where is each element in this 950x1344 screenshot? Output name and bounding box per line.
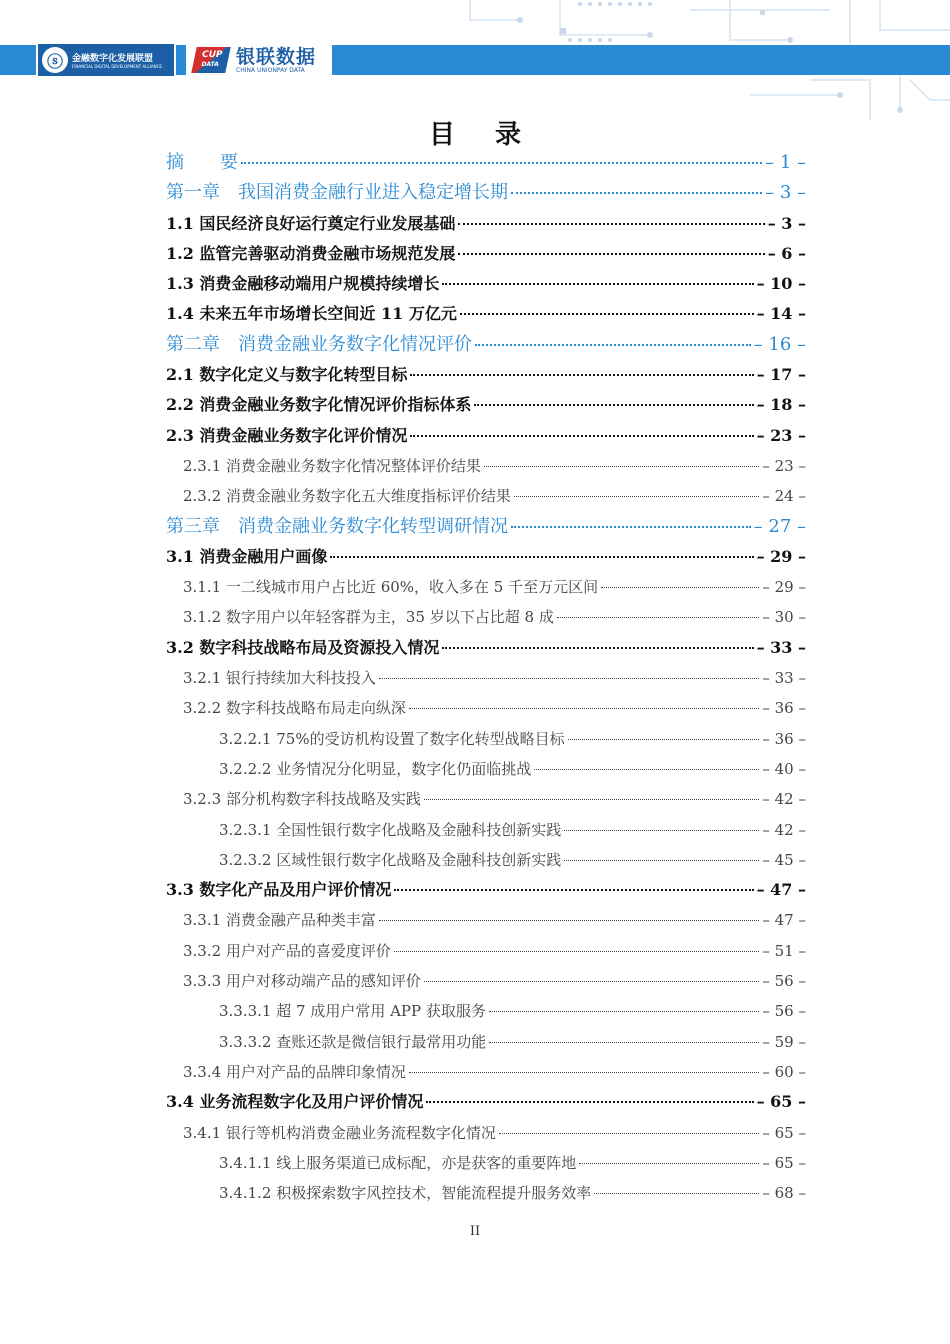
toc-entry-page: – 29 – [762,578,806,597]
toc-entry[interactable] [166,724,806,754]
toc-entry[interactable] [166,542,806,572]
toc-entry[interactable] [166,875,806,905]
toc-leader-dots [410,435,753,437]
toc-entry[interactable] [166,269,806,299]
toc-leader-dots [564,830,759,831]
toc-entry-page: – 23 – [762,456,806,475]
toc-entry-label: 3.3.3.2 查账还款是微信银行最常用功能 [219,1032,487,1051]
toc-leader-dots [514,496,759,497]
toc-entry-label: 1.2 监管完善驱动消费金融市场规范发展 [166,243,456,263]
toc-entry-page: – 42 – [762,820,806,839]
toc-entry[interactable] [166,481,806,511]
toc-entry[interactable] [166,1087,806,1117]
toc-entry-label: 3.2.3.2 区域性银行数字化战略及金融科技创新实践 [219,850,562,869]
toc-entry-label: 3.2 数字科技战略布局及资源投入情况 [166,637,440,657]
toc-entry-page: – 16 – [753,333,806,355]
toc-entry-label: 第二章 消费金融业务数字化情况评价 [166,333,472,355]
toc-entry[interactable] [166,784,806,814]
toc-entry-page: – 60 – [762,1062,806,1081]
toc-entry-page: – 42 – [762,790,806,809]
toc-entry-label: 2.3 消费金融业务数字化评价情况 [166,425,408,445]
toc-entry-label: 3.2.3.1 全国性银行数字化战略及金融科技创新实践 [219,820,562,839]
toc-entry-page: – 65 – [762,1153,806,1172]
toc-entry[interactable] [166,845,806,875]
toc-leader-dots [489,1011,759,1012]
toc-entry-label: 1.3 消费金融移动端用户规模持续增长 [166,274,440,294]
toc-leader-dots [379,678,759,679]
toc-entry-label: 3.2.2 数字科技战略布局走向纵深 [183,699,406,718]
toc-entry[interactable] [166,239,806,269]
toc-entry[interactable] [166,209,806,239]
toc-leader-dots [601,587,759,588]
toc-entry-label: 3.3 数字化产品及用户评价情况 [166,880,392,900]
toc-entry[interactable] [166,996,806,1026]
toc-entry[interactable] [166,905,806,935]
toc-entry-page: – 56 – [762,972,806,991]
toc-leader-dots [241,162,762,164]
toc-entry[interactable] [166,178,806,208]
toc-leader-dots [475,344,751,346]
toc-entry-label: 3.3.3.1 超 7 成用户常用 APP 获取服务 [219,1002,486,1021]
toc-entry-label: 3.2.1 银行持续加大科技投入 [183,669,376,688]
page-header [0,0,950,120]
toc-leader-dots [557,617,760,618]
toc-leader-dots [511,526,751,528]
toc-entry[interactable] [166,663,806,693]
cup-mark-bottom: DATA [200,61,220,68]
toc-leader-dots [511,192,762,194]
toc-entry-label: 摘 要 [166,152,238,173]
toc-entry[interactable] [166,299,806,329]
toc-entry-label: 3.1 消费金融用户画像 [166,546,328,566]
toc-entry-label: 3.1.1 一二线城市用户占比近 60%，收入多在 5 千至万元区间 [183,578,599,597]
toc-entry-label: 3.4 业务流程数字化及用户评价情况 [166,1092,424,1112]
toc-entry-page: – 24 – [762,487,806,506]
toc-entry[interactable] [166,1118,806,1148]
toc-leader-dots [568,739,760,740]
toc-entry-page: – 23 – [756,425,806,445]
alliance-name-en: FINANCIAL DIGITAL DEVELOPMENT ALLIANCE [72,64,162,69]
toc-entry-page: – 36 – [762,729,806,748]
toc-entry-label: 3.1.2 数字用户以年轻客群为主，35 岁以下占比超 8 成 [183,608,554,627]
toc-entry-label: 3.3.4 用户对产品的品牌印象情况 [183,1062,406,1081]
toc-entry-page: – 47 – [756,880,806,900]
toc-entry-page: – 3 – [767,213,806,233]
toc-entry-page: – 40 – [762,759,806,778]
toc-entry-label: 3.4.1 银行等机构消费金融业务流程数字化情况 [183,1123,496,1142]
toc-leader-dots [424,981,759,982]
toc-leader-dots [474,404,753,406]
toc-entry[interactable] [166,1057,806,1087]
toc-entry-page: – 33 – [762,669,806,688]
alliance-logo [36,42,176,78]
toc-entry-page: – 17 – [756,365,806,385]
toc-entry-page: – 1 – [765,152,806,173]
cup-data-name-en: CHINA UNIONPAY DATA [236,66,305,74]
toc-leader-dots [489,1042,759,1043]
toc-entry[interactable] [166,693,806,723]
toc-entry-label: 2.2 消费金融业务数字化情况评价指标体系 [166,395,472,415]
toc-leader-dots [564,860,759,861]
toc-entry-label: 第一章 我国消费金融行业进入稳定增长期 [166,182,508,204]
toc-entry[interactable] [166,1027,806,1057]
toc-entry-page: – 3 – [765,182,806,204]
toc-entry[interactable] [166,148,806,178]
toc-entry-page: – 10 – [756,274,806,294]
toc-entry[interactable] [166,633,806,663]
toc-leader-dots [409,1072,759,1073]
table-of-contents [166,148,806,1208]
toc-entry-page: – 59 – [762,1032,806,1051]
toc-entry-page: – 27 – [753,515,806,537]
toc-entry-label: 3.3.3 用户对移动端产品的感知评价 [183,972,421,991]
toc-leader-dots [442,283,753,285]
toc-leader-dots [426,1101,753,1103]
alliance-name: 金融数字化发展联盟 [72,54,154,64]
toc-entry-page: – 18 – [756,395,806,415]
toc-leader-dots [442,647,753,649]
toc-entry-page: – 36 – [762,699,806,718]
toc-leader-dots [394,889,753,891]
toc-entry-page: – 51 – [762,941,806,960]
toc-entry[interactable] [166,754,806,784]
toc-leader-dots [499,1133,759,1134]
toc-leader-dots [458,253,764,255]
toc-entry-page: – 47 – [762,911,806,930]
toc-entry-page: – 56 – [762,1002,806,1021]
toc-leader-dots [458,223,764,225]
toc-entry-page: – 45 – [762,850,806,869]
toc-entry-label: 3.3.1 消费金融产品种类丰富 [183,911,376,930]
cup-mark-top: CUP [200,50,224,60]
toc-entry[interactable] [166,390,806,420]
toc-entry[interactable] [166,572,806,602]
toc-title: 目录 [428,120,561,150]
toc-entry-label: 3.2.2.2 业务情况分化明显，数字化仍面临挑战 [219,759,532,778]
toc-entry-label: 3.2.3 部分机构数字科技战略及实践 [183,790,421,809]
toc-entry[interactable] [166,1148,806,1178]
alliance-logo-icon: ⓢ [42,47,68,73]
toc-entry-label: 第三章 消费金融业务数字化转型调研情况 [166,515,508,537]
cup-data-logo [186,42,332,78]
toc-entry-label: 3.4.1.1 线上服务渠道已成标配，亦是获客的重要阵地 [219,1153,577,1172]
toc-entry[interactable] [166,602,806,632]
toc-entry[interactable] [166,1178,806,1208]
toc-entry-label: 2.3.1 消费金融业务数字化情况整体评价结果 [183,456,481,475]
toc-entry-page: – 33 – [756,637,806,657]
toc-entry[interactable] [166,936,806,966]
toc-entry[interactable] [166,966,806,996]
toc-entry[interactable] [166,815,806,845]
toc-entry-page: – 30 – [762,608,806,627]
toc-entry-label: 3.3.2 用户对产品的喜爱度评价 [183,941,391,960]
toc-leader-dots [410,374,753,376]
toc-leader-dots [424,799,759,800]
toc-entry-label: 1.4 未来五年市场增长空间近 11 万亿元 [166,304,457,324]
toc-entry-page: – 65 – [762,1123,806,1142]
toc-leader-dots [534,769,759,770]
toc-entry[interactable] [166,360,806,390]
toc-leader-dots [460,313,754,315]
toc-entry-label: 3.4.1.2 积极探索数字风控技术，智能流程提升服务效率 [219,1184,592,1203]
toc-entry[interactable] [166,421,806,451]
toc-leader-dots [409,708,759,709]
toc-entry-label: 3.2.2.1 75%的受访机构设置了数字化转型战略目标 [219,729,565,748]
page-number: II [469,1224,481,1239]
toc-entry-label: 2.3.2 消费金融业务数字化五大维度指标评价结果 [183,487,511,506]
toc-leader-dots [484,466,759,467]
toc-entry-page: – 29 – [756,546,806,566]
toc-entry[interactable] [166,330,806,360]
cup-data-name: 银联数据 [236,45,317,68]
cup-data-logo-icon [191,47,231,73]
toc-entry[interactable] [166,512,806,542]
toc-entry[interactable] [166,451,806,481]
toc-leader-dots [594,1193,759,1194]
toc-entry-page: – 65 – [756,1092,806,1112]
toc-leader-dots [379,920,759,921]
toc-leader-dots [579,1163,759,1164]
toc-leader-dots [330,556,753,558]
toc-entry-page: – 6 – [767,243,806,263]
toc-entry-label: 2.1 数字化定义与数字化转型目标 [166,365,408,385]
toc-entry-page: – 68 – [762,1184,806,1203]
toc-leader-dots [394,951,759,952]
toc-entry-page: – 14 – [756,304,806,324]
toc-entry-label: 1.1 国民经济良好运行奠定行业发展基础 [166,213,456,233]
